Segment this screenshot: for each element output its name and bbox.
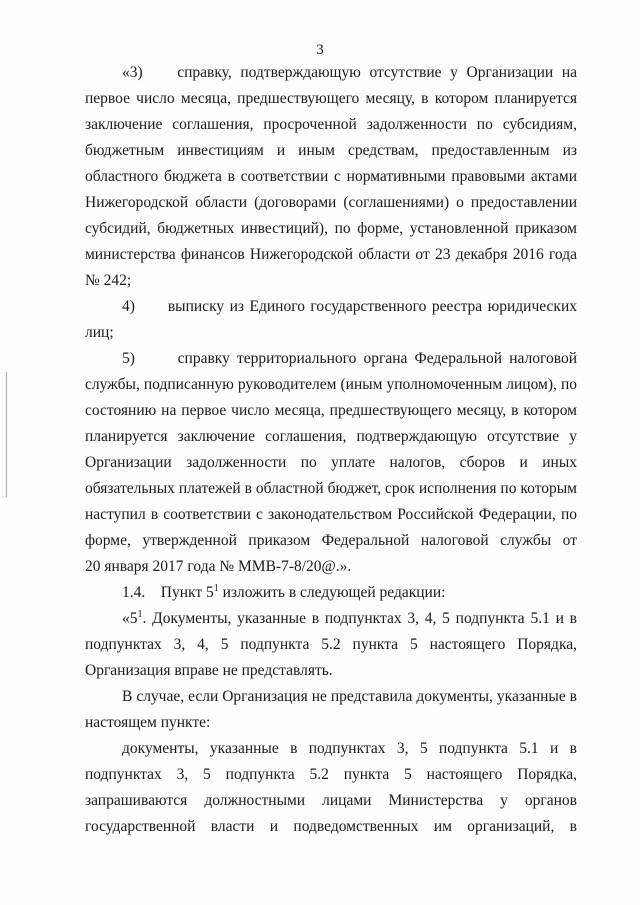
text-line: субсидий, бюджетных инвестиций), по форме, установленной приказом (85, 220, 577, 237)
text-line: лиц; (85, 324, 114, 341)
superscript: 1 (137, 609, 143, 620)
text-line: службы, подписанную руководителем (иным уполномоченным лицом), по (85, 376, 577, 393)
text-line: документы, указанные в подпунктах 3, 5 подпункта 5.1 и в (122, 740, 577, 757)
text-line: первое число месяца, предшествующего месяцу, в котором планируется (85, 90, 577, 107)
text-line: подпунктах 3, 4, 5 подпункта 5.2 пункта 5 настоящего Порядка, (85, 636, 577, 653)
text-line: министерства финансов Нижегородской области от 23 декабря 2016 года (85, 246, 577, 263)
text-line (122, 609, 577, 629)
text-line: В случае, если Организация не представила документы, указанные в (122, 688, 577, 705)
text-fragment: . Документы, указанные в подпунктах 3, 4, 5 подпункта 5.1 и в (142, 610, 577, 627)
text-line: государственной власти и подведомственных им организаций, в (85, 818, 577, 835)
text-line: областного бюджета в соответствии с нормативными правовыми актами (85, 168, 577, 185)
text-line: форме, утвержденной приказом Федеральной налоговой службы от (85, 532, 577, 549)
text-line: 5) справку территориального органа Федеральной налоговой (122, 350, 577, 367)
text-line: «3) справку, подтверждающую отсутствие у Организации на (122, 64, 577, 81)
text-line: заключение соглашения, просроченной задолженности по субсидиям, (85, 116, 577, 133)
text-line: бюджетным инвестициям и иным средствам, предоставленным из (85, 142, 577, 159)
text-line: Нижегородской области (договорами (соглашениями) о предоставлении (85, 194, 577, 211)
superscript: 1 (213, 583, 219, 594)
text-line: обязательных платежей в областной бюджет, срок исполнения по которым (85, 480, 577, 497)
text-fragment: «5 (122, 610, 138, 627)
margin-mark (6, 372, 7, 497)
text-fragment: изложить в следующей редакции: (218, 584, 446, 601)
text-line: Организации задолженности по уплате налогов, сборов и иных (85, 454, 577, 471)
text-fragment: 1.4. Пункт 5 (122, 584, 214, 601)
text-line: подпунктах 3, 5 подпункта 5.2 пункта 5 настоящего Порядка, (85, 766, 577, 783)
text-line: № 242; (85, 272, 132, 289)
page-number: 3 (316, 42, 324, 58)
text-line: 20 января 2017 года № ММВ-7-8/20@.». (85, 558, 352, 575)
text-line: 4) выписку из Единого государственного реестра юридических (122, 298, 577, 315)
text-line: состоянию на первое число месяца, предшествующего месяцу, в котором (85, 402, 577, 419)
text-line: запрашиваются должностными лицами Министерства у органов (85, 792, 577, 809)
text-line (122, 583, 577, 603)
text-line: наступил в соответствии с законодательством Российской Федерации, по (85, 506, 577, 523)
text-line: планируется заключение соглашения, подтверждающую отсутствие у (85, 428, 577, 445)
text-line: настоящем пункте: (85, 714, 211, 731)
text-line: Организация вправе не представлять. (85, 662, 333, 679)
